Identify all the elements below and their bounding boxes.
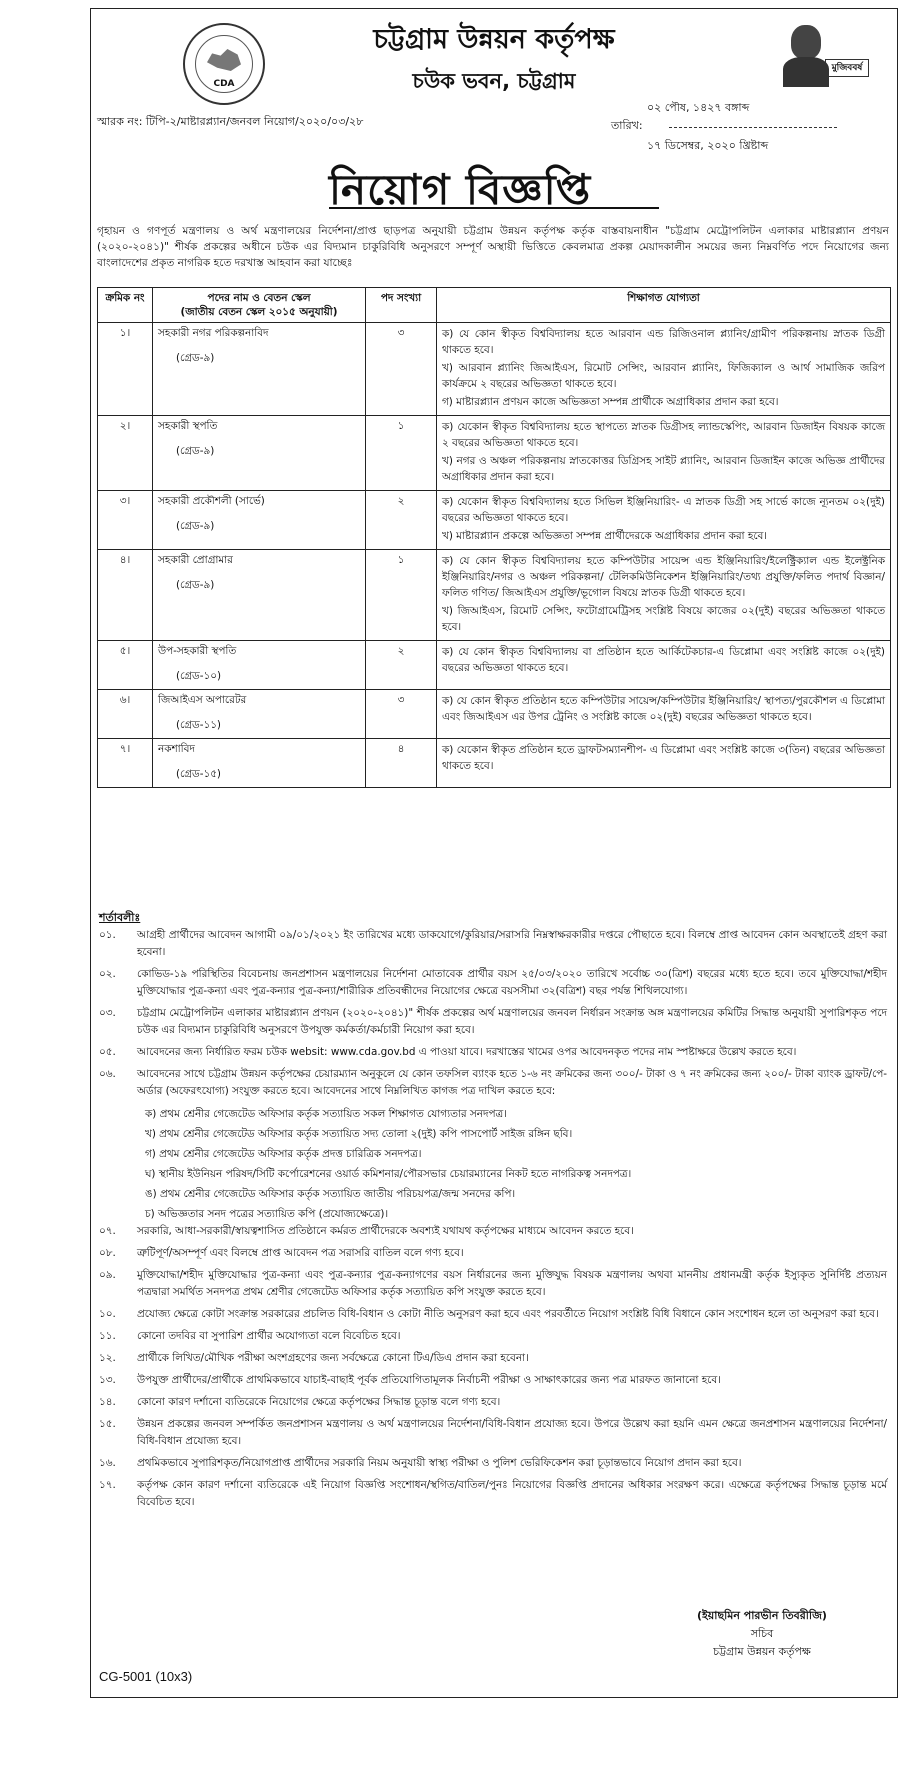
signatory-designation: সচিব [750, 1627, 774, 1640]
post-grade: (গ্রেড-৯) [176, 579, 215, 591]
row-count: ৩ [366, 690, 437, 739]
row-count: ৪ [366, 739, 437, 788]
qualification-item: খ) জিআইএস, রিমোট সেন্সিং, ফটোগ্রামেট্রিসহ সংশ্লিষ্ট বিষয়ে কাজের ০২(দুই) বছরের অভিজ্ঞতা থাকতে হবে। [442, 605, 885, 633]
post-grade: (গ্রেড-৯) [176, 352, 215, 364]
post-grade: (গ্রেড-১৫) [176, 768, 221, 780]
condition-item [99, 1005, 887, 1039]
condition-text: ত্রুটিপূর্ণ/অসম্পূর্ণ এবং বিলম্বে প্রাপ্ত আবেদন পত্র সরাসরি বাতিল বলে গণ্য হবে। [137, 1247, 464, 1259]
condition-item [99, 1350, 887, 1367]
date-label: তারিখ: [611, 119, 643, 132]
condition-text: প্রার্থীকে লিখিত/মৌখিক পরীক্ষা অংশগ্রহণের জন্য সর্বক্ষেত্রে কোনো টিএ/ডিএ প্রদান করা হবেনা। [137, 1352, 529, 1364]
condition-text: উন্নয়ন প্রকল্পের জনবল সম্পর্কিত জনপ্রশাসন মন্ত্রণালয় ও অর্থ মন্ত্রণালয়ের নির্দেশনা/বিধি-বিধান প্রযোজ্য হবে। উপরে উল্লেখ করা হয়নি এমন ক্ষেত্রে জনপ্রশাসন মন্ত্রণালয়ের নির্দেশনা/বিধি-বিধান প্রযোজ্য হবে। [137, 1418, 887, 1447]
row-count: ১ [366, 416, 437, 491]
row-post [153, 690, 366, 739]
condition-text: কোনো কারণ দর্শানো ব্যতিরেকে নিয়োগের ক্ষেত্রে কর্তৃপক্ষের সিদ্ধান্ত চূড়ান্ত বলে গণ্য হবে। [137, 1396, 501, 1408]
conditions-title: শর্তাবলীঃ [99, 911, 141, 924]
row-serial: ৭। [98, 739, 153, 788]
condition-text: উপযুক্ত প্রার্থীদের/প্রার্থীকে প্রাথমিকভাবে যাচাই-বাছাই পূর্বক প্রতিযোগিতামূলক নির্বাচনী পরীক্ষা ও সাক্ষাৎকারের জন্য পত্র মারফত জানানো হবে। [137, 1374, 721, 1386]
qualification-item: গ) মাষ্টারপ্ল্যান প্রণয়ন কাজে অভিজ্ঞতা সম্পন্ন প্রার্থীকে অগ্রাধিকার প্রদান করা হবে। [442, 396, 779, 408]
condition-number: ১২. [99, 1352, 116, 1364]
condition-number: ০৮. [99, 1247, 116, 1259]
conditions-list [99, 927, 887, 1516]
condition-text: আবেদনের জন্য নির্ধারিত ফরম চউক websit: www.cda.gov.bd এ পাওয়া যাবে। দরখাস্তের খামের ওপর আবেদনকৃত পদের নাম স্পষ্টাক্ষরে উল্লেখ করতে হবে। [137, 1046, 797, 1058]
mujib-year-badge: মুজিববর্ষ [825, 59, 869, 77]
post-name: সহকারী প্রোগ্রামার [158, 554, 233, 566]
table-row [98, 491, 891, 550]
title-underline [329, 207, 659, 209]
row-count: ২ [366, 491, 437, 550]
row-post [153, 550, 366, 641]
row-serial: ৩। [98, 491, 153, 550]
qualification-item: ক) যেকোন স্বীকৃত প্রতিষ্ঠান হতে ড্রাফটসম্যানশীপ- এ ডিপ্লোমা এবং সংশ্লিষ্ট কাজে ৩(তিন) বছরের অভিজ্ঞতা থাকতে হবে। [442, 744, 885, 772]
row-serial: ৬। [98, 690, 153, 739]
row-count: ১ [366, 550, 437, 641]
condition-number: ১৬. [99, 1457, 116, 1469]
table-row [98, 550, 891, 641]
date-divider [669, 127, 837, 128]
row-serial: ১। [98, 323, 153, 416]
header-qualification: শিক্ষাগত যোগ্যতা [437, 288, 891, 323]
header-sl: ক্রমিক নং [98, 288, 153, 323]
condition-text: কোনো তদবির বা সুপারিশ প্রার্থীর অযোগ্যতা বলে বিবেচিত হবে। [137, 1330, 401, 1342]
row-count: ৩ [366, 323, 437, 416]
date-english: ১৭ ডিসেম্বর, ২০২০ খ্রিষ্টাব্দ [647, 139, 769, 152]
row-serial: ২। [98, 416, 153, 491]
document-requirement: ঙ) প্রথম শ্রেনীর গেজেটেড অফিসার কর্তৃক সত্যায়িত জাতীয় পরিচয়পত্র/জন্ম সনদের কপি। [145, 1188, 516, 1200]
condition-item [99, 1372, 887, 1389]
condition-number: ০১. [99, 929, 116, 941]
post-name: উপ-সহকারী স্থপতি [158, 645, 237, 657]
row-qualification [437, 690, 891, 739]
post-grade: (গ্রেড-১০) [176, 670, 222, 682]
post-name: সহকারী প্রকৌশলী (সার্ভে) [158, 495, 265, 507]
mujib-portrait-image [777, 19, 869, 89]
table-row [98, 690, 891, 739]
post-name: নকশাবিদ [158, 743, 195, 755]
condition-number: ০৫. [99, 1046, 116, 1058]
notice-page [90, 8, 898, 1698]
post-name: সহকারী স্থপতি [158, 420, 218, 432]
signatory-name: (ইয়াছমিন পারভীন তিবরীজি) [697, 1609, 827, 1622]
condition-item [99, 927, 887, 961]
table-row [98, 739, 891, 788]
qualification-item: খ) আরবান প্ল্যানিং জিআইএস, রিমোট সেন্সিং, আরবান প্ল্যানিং, ফিজিক্যাল ও আর্থ সামাজিক জরিপ কার্যক্রমে ২ বছরের অভিজ্ঞতা থাকতে হবে। [442, 362, 885, 390]
condition-item [99, 1044, 887, 1061]
post-grade: (গ্রেড-৯) [176, 520, 215, 532]
condition-text: সরকারি, আধা-সরকারী/স্বায়ত্বশাসিত প্রতিষ্ঠানে কর্মরত প্রার্থীদেরকে অবশ্যই যথাযথ কর্তৃপক্ষের মাধ্যমে আবেদন করতে হবে। [137, 1225, 634, 1237]
condition-item [99, 1306, 887, 1323]
row-qualification [437, 739, 891, 788]
document-requirement: গ) প্রথম শ্রেনীর গেজেটেড অফিসার কর্তৃক প্রদত্ত চারিত্রিক সনদপত্র। [145, 1148, 422, 1160]
condition-text: প্রযোজ্য ক্ষেত্রে কোটা সংক্রান্ত সরকারের প্রচলিত বিধি-বিধান ও কোটা নীতি অনুসরণ করা হবে এবং পরবর্তীতে নিয়োগ সংশ্লিষ্ট বিধি বিধানে কোন সংশোধন হলে তা অনুসরণ করা হবে। [137, 1308, 879, 1320]
document-requirement: খ) প্রথম শ্রেনীর গেজেটেড অফিসার কর্তৃক সত্যায়িত সদ্য তোলা ২(দুই) কপি পাসপোর্ট সাইজ রঙ্গিন ছবি। [145, 1128, 573, 1140]
post-grade: (গ্রেড-৯) [176, 445, 215, 457]
condition-number: ১৩. [99, 1374, 116, 1386]
signatory-office: চট্টগ্রাম উন্নয়ন কর্তৃপক্ষ [713, 1645, 811, 1658]
page-title: নিয়োগ বিজ্ঞপ্তি [329, 165, 592, 214]
condition-number: ১১. [99, 1330, 116, 1342]
post-grade: (গ্রেড-১১) [176, 719, 221, 731]
qualification-item: ক) যে কোন স্বীকৃত প্রতিষ্ঠান হতে কম্পিউটার সায়েন্স/কম্পিউটার ইঞ্জিনিয়ারিং/ স্থাপত্য/পুরকৌশল এ ডিপ্লোমা এবং জিআইএস এর উপর ট্রেনিং ও সংশ্লিষ্ট কাজে ০২(দুই) বছরের অভিজ্ঞতা থাকতে হবে। [442, 695, 885, 723]
row-post [153, 491, 366, 550]
condition-item [99, 1245, 887, 1262]
condition-item [99, 1477, 887, 1511]
condition-item [99, 1455, 887, 1472]
header-post-name-sub: (জাতীয় বেতন স্কেল ২০১৫ অনুযায়ী) [180, 306, 338, 318]
condition-item [99, 1328, 887, 1345]
condition-text: মুক্তিযোদ্ধা/শহীদ মুক্তিযোদ্ধার পুত্র-কন্যা এবং পুত্র-কন্যার পুত্র-কন্যাগণের বয়স নির্ধারনের জন্য মুক্তিযুদ্ধ বিষয়ক মন্ত্রণালয় অথবা মাননীয় প্রধানমন্ত্রী কর্তৃক ইস্যুকৃত সুনির্দিষ্ট প্রত্যয়ন পত্রদ্বারা সমর্থিত সনদপত্র প্রথম শ্রেণীর গেজেটেড অফিসার কর্তৃক সত্যায়িত কপি সংযুক্ত করতে হবে। [137, 1269, 887, 1298]
org-name: চট্টগ্রাম উন্নয়ন কর্তৃপক্ষ [373, 24, 615, 55]
condition-text: কর্তৃপক্ষ কোন কারণ দর্শানো ব্যতিরেকে এই নিয়োগ বিজ্ঞপ্তি সংশোধন/স্থগিত/বাতিল/পুনঃ নিয়োগের বিজ্ঞপ্তি প্রদানের অধিকার সংরক্ষণ করে। এক্ষেত্রে কর্তৃপক্ষের সিদ্ধান্ত চূড়ান্ত মর্মে বিবেচিত হবে। [137, 1479, 887, 1508]
post-name: সহকারী নগর পরিকল্পনাবিদ [158, 327, 269, 339]
qualification-item: ক) যে কোন স্বীকৃত বিশ্ববিদ্যালয় হতে আরবান এন্ড রিজিওনাল প্ল্যানিং/গ্রামীণ পরিকল্পনায় স্নাতক ডিগ্রী থাকতে হবে। [442, 328, 885, 356]
qualification-item: ক) যে কোন স্বীকৃত বিশ্ববিদ্যালয় হতে কম্পিউটার সায়েন্স এন্ড ইঞ্জিনিয়ারিং/ইলেক্ট্রিক্যাল এন্ড ইলেক্ট্রনিক ইঞ্জিনিয়ারিং/নগর ও অঞ্চল পরিকল্পনা/ টেলিকমিউনিকেশন ইঞ্জিনিয়ারিং/তথ্য প্রযুক্তি/ফলিত পদার্থ বিজ্ঞান/ফলিত গণিত/ জিআইএস প্রযুক্তি/ভূগোল বিষয়ে স্নাতক ডিগ্রী থাকতে হবে। [442, 555, 885, 599]
qualification-item: খ) মাষ্টারপ্ল্যান প্রকল্পে অভিজ্ঞতা সম্পন্ন প্রার্থীদেরকে অগ্রাধিকার প্রদান করা হবে। [442, 530, 768, 542]
table-row [98, 416, 891, 491]
footer-code: CG-5001 (10x3) [99, 1669, 193, 1684]
condition-item [99, 966, 887, 1000]
qualification-item: ক) যেকোন স্বীকৃত বিশ্ববিদ্যালয় হতে সিভিল ইঞ্জিনিয়ারিং- এ স্নাতক ডিগ্রী সহ সার্ভে কাজে ন্যূনতম ০২(দুই) বছরের অভিজ্ঞতা থাকতে হবে। [442, 496, 885, 524]
condition-number: ০৬. [99, 1068, 116, 1080]
condition-text: প্রথমিকভাবে সুপারিশকৃত/নিয়োগপ্রাপ্ত প্রার্থীদের সরকারি নিয়ম অনুযায়ী স্বাস্থ্য পরীক্ষা ও পুলিশ ভেরিফিকেশন করা চূড়ান্তভাবে নিয়োগ প্রদান করা হবে। [137, 1457, 742, 1469]
condition-number: ১০. [99, 1308, 116, 1320]
condition-text: চট্টগ্রাম মেট্রোপলিটন এলাকার মাষ্টারপ্ল্যান প্রণয়ন (২০২০-২০৪১)" শীর্ষক প্রকল্পের অর্থ মন্ত্রণালয়ের জনবল নির্ধারন সংক্রান্ত অঙ্গ মন্ত্রণালয়ের কমিটির সিদ্ধান্ত অনুযায়ী সুপারিশকৃত পদে চউক এর বিদ্যমান চাকুরিবিধি অনুসরণে উপযুক্ত কর্মকর্তা/কর্মচারী নিয়োগ করা হবে। [137, 1007, 887, 1036]
qualification-item: ক) যে কোন স্বীকৃত বিশ্ববিদ্যালয় বা প্রতিষ্ঠান হতে আর্কিটেকচার-এ ডিপ্লোমা এবং সংশ্লিষ্ট কাজে ০২(দুই) বছরের অভিজ্ঞতা থাকতে হবে। [442, 646, 885, 674]
row-post [153, 416, 366, 491]
qualification-item: খ) নগর ও অঞ্চল পরিকল্পনায় স্নাতকোত্তর ডিগ্রিসহ সাইট প্ল্যানিং, আরবান ডিজাইন কাজে অভিজ্ঞ প্রার্থীদের অগ্রাধিকার প্রদান করা হবে। [442, 455, 885, 483]
condition-item [99, 1267, 887, 1301]
condition-text: আবেদনের সাথে চট্টগ্রাম উন্নয়ন কর্তৃপক্ষের চেয়ারম্যান অনুকূলে যে কোন তফসিল ব্যাংক হতে ১-৬ নং ক্রমিকের জন্য ৩০০/- টাকা ও ৭ নং ক্রমিকের জন্য ২০০/- টাকা ব্যাংক ড্রাফট/পে-অর্ডার (অফেরৎযোগ্য) সংযুক্ত করতে হবে। আবেদনের সাথে নিম্নলিখিত কাগজ পত্র দাখিল করতে হবে: [137, 1068, 887, 1097]
condition-number: ১৪. [99, 1396, 116, 1408]
document-requirement: ক) প্রথম শ্রেনীর গেজেটেড অফিসার কর্তৃক সত্যায়িত সকল শিক্ষাগত যোগ্যতার সনদপত্র। [145, 1108, 507, 1120]
document-requirement: চ) অভিজ্ঞতার সনদ পত্রের সত্যায়িত কপি (প্রযোজ্যক্ষেত্রে)। [145, 1208, 389, 1220]
condition-item [99, 1066, 887, 1223]
header-post-name [153, 288, 366, 323]
header-post-name-main: পদের নাম ও বেতন স্কেল [207, 292, 311, 304]
building-name: চউক ভবন, চট্টগ্রাম [412, 69, 576, 93]
row-post [153, 641, 366, 690]
table-row [98, 323, 891, 416]
condition-item [99, 1223, 887, 1240]
condition-text: আগ্রহী প্রার্থীদের আবেদন আগামী ০৯/০১/২০২১ ইং তারিখের মধ্যে ডাকযোগে/কুরিয়ার/সরাসরি নিম্নস্বাক্ষরকারীর দপ্তরে পৌছাতে হবে। বিলম্বে প্রাপ্ত আবেদন কোন অবস্থাতেই গ্রহণ করা হবেনা। [137, 929, 887, 958]
condition-number: ০৩. [99, 1007, 116, 1019]
signature-block [657, 1607, 867, 1661]
row-qualification [437, 416, 891, 491]
condition-text: কোভিড-১৯ পরিস্থিতির বিবেচনায় জনপ্রশাসন মন্ত্রণালয়ের নির্দেশনা মোতাবেক প্রার্থীর বয়স ২৫/০৩/২০২০ তারিখে সর্বোচ্চ ৩০(ত্রিশ) বছরের মধ্যে হতে হবে। তবে মুক্তিযোদ্ধা/শহীদ মুক্তিযোদ্ধার পুত্র-কন্যা এবং পুত্র-কন্যার পুত্র-কন্যা/শারীরিক প্রতিবন্ধীদের নিয়োগের ক্ষেত্রে বয়সসীমা ৩২(বত্রিশ) বছর পর্যন্ত শিথিলযোগ্য। [137, 968, 887, 997]
row-count: ২ [366, 641, 437, 690]
condition-number: ১৭. [99, 1479, 116, 1491]
row-serial: ৫। [98, 641, 153, 690]
row-post [153, 739, 366, 788]
condition-item [99, 1416, 887, 1450]
condition-item [99, 1394, 887, 1411]
posts-table [97, 287, 891, 788]
row-qualification [437, 491, 891, 550]
header-count: পদ সংখ্যা [366, 288, 437, 323]
row-qualification [437, 641, 891, 690]
memo-number: স্মারক নং: টিপি-২/মাষ্টারপ্ল্যান/জনবল নিয়োগ/২০২০/০৩/২৮ [97, 115, 364, 128]
condition-number: ০৭. [99, 1225, 116, 1237]
date-bangla: ০২ পৌষ, ১৪২৭ বঙ্গাব্দ [647, 101, 750, 114]
post-name: জিআইএস অপারেটর [158, 694, 247, 706]
table-row [98, 641, 891, 690]
row-serial: ৪। [98, 550, 153, 641]
condition-number: ০২. [99, 968, 116, 980]
condition-number: ০৯. [99, 1269, 116, 1281]
row-post [153, 323, 366, 416]
condition-number: ১৫. [99, 1418, 116, 1430]
intro-paragraph: গৃহায়ন ও গণপূর্ত মন্ত্রণালয় ও অর্থ মন্ত্রণালয়ের নির্দেশনা/প্রাপ্ত ছাড়পত্র অনুযায়ী চট্টগ্রাম উন্নয়ন কর্তৃপক্ষ কর্তৃক বাস্তবায়নাধীন "চট্টগ্রাম মেট্রোপলিটন এলাকার মাষ্টারপ্ল্যান প্রণয়ন (২০২০-২০৪১)" শীর্ষক প্রকল্পের অধীনে চউক এর বিদ্যমান চাকুরিবিধি অনুসরণে সম্পূর্ণ অস্থায়ী ভিত্তিতে কেবলমাত্র প্রকল্প মেয়াদকালীন সময়ের জন্য নিম্নবর্ণিত পদে নিয়োগের জন্য বাংলাদেশের প্রকৃত নাগরিক হতে দরখাস্ত আহবান করা যাচ্ছেঃ [97, 225, 889, 269]
row-qualification [437, 323, 891, 416]
table-header-row [98, 288, 891, 323]
document-requirement: ঘ) স্থানীয় ইউনিয়ন পরিষদ/সিটি কর্পোরেশনের ওয়ার্ড কমিশনার/পৌরসভার চেয়ারম্যানের নিকট হতে নাগরিকত্ব সনদপত্র। [145, 1168, 632, 1180]
qualification-item: ক) যেকোন স্বীকৃত বিশ্ববিদ্যালয় হতে স্থাপত্যে স্নাতক ডিগ্রীসহ ল্যান্ডস্কেপিং, আরবান ডিজাইন বিষয়ক কাজে ২ বছরের অভিজ্ঞতা থাকতে হবে। [442, 421, 885, 449]
logo-text: CDA [213, 79, 235, 89]
row-qualification [437, 550, 891, 641]
